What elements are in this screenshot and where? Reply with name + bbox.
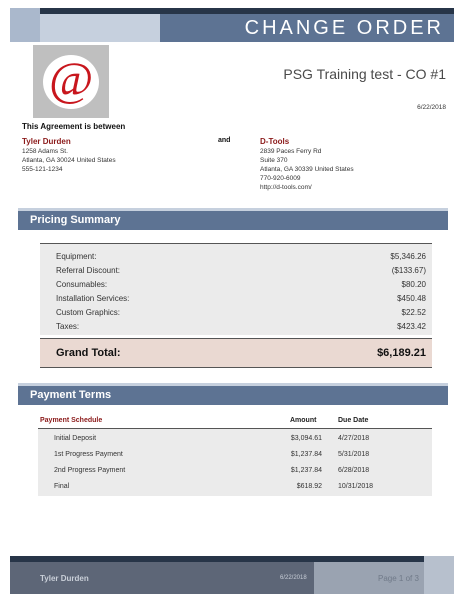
- payment-terms-title: Payment Terms: [30, 389, 112, 401]
- agreement-label: This Agreement is between: [22, 122, 126, 131]
- payment-due-date: 6/28/2018: [338, 467, 370, 474]
- footer-accent-right: [424, 556, 454, 594]
- price-row: [56, 322, 426, 336]
- price-value: $80.20: [401, 280, 426, 289]
- banner-top-strip: [40, 8, 454, 14]
- price-value: $5,346.26: [390, 252, 426, 261]
- price-label: Installation Services:: [56, 294, 130, 303]
- price-value: ($133.67): [391, 266, 426, 275]
- footer-client-name: Tyler Durden: [40, 574, 89, 583]
- payment-amount: $618.92: [296, 483, 322, 490]
- due-date-heading: Due Date: [338, 417, 369, 424]
- price-value: $423.42: [397, 322, 426, 331]
- document-date: 6/22/2018: [417, 104, 446, 111]
- payment-name: 1st Progress Payment: [54, 451, 123, 458]
- client-phone: 555-121-1234: [22, 166, 63, 173]
- price-label: Consumables:: [56, 280, 108, 289]
- price-label: Referral Discount:: [56, 266, 121, 275]
- company-address-line3: Atlanta, GA 30339 United States: [260, 166, 354, 173]
- footer-date: 6/22/2018: [280, 575, 307, 581]
- company-address-line2: Suite 370: [260, 157, 288, 164]
- grand-total-row: [40, 338, 432, 368]
- company-address-line1: 2839 Paces Ferry Rd: [260, 148, 322, 155]
- client-info: [22, 136, 116, 174]
- page-footer: [10, 556, 454, 594]
- payment-due-date: 5/31/2018: [338, 451, 370, 458]
- pricing-summary-title: Pricing Summary: [30, 214, 121, 226]
- grand-total-value: $6,189.21: [377, 347, 426, 359]
- payment-row: [38, 467, 432, 483]
- payment-table: [38, 428, 432, 496]
- page-number: Page 1 of 3: [378, 574, 419, 583]
- pricing-table: [40, 243, 432, 335]
- payment-amount: $3,094.61: [290, 435, 322, 442]
- payment-row: [38, 435, 432, 451]
- price-label: Taxes:: [56, 322, 80, 331]
- price-value: $22.52: [401, 308, 426, 317]
- payment-schedule-heading: Payment Schedule: [40, 417, 103, 424]
- company-name: D-Tools: [260, 137, 290, 146]
- banner-accent-left: [10, 8, 40, 42]
- logo-at-icon: @: [48, 53, 94, 106]
- payment-amount: $1,237.84: [290, 451, 322, 458]
- and-label: and: [218, 137, 231, 144]
- payment-name: 2nd Progress Payment: [54, 467, 126, 474]
- price-label: Custom Graphics:: [56, 308, 121, 317]
- payment-due-date: 10/31/2018: [338, 483, 374, 490]
- payment-name: Initial Deposit: [54, 435, 97, 442]
- company-logo: [33, 45, 109, 118]
- price-value: $450.48: [397, 294, 426, 303]
- price-row: [56, 308, 426, 322]
- payment-due-date: 4/27/2018: [338, 435, 370, 442]
- amount-heading: Amount: [290, 417, 317, 424]
- project-title: PSG Training test - CO #1: [283, 66, 446, 82]
- client-address-line2: Atlanta, GA 30024 United States: [22, 157, 116, 164]
- client-address-line1: 1258 Adams St.: [22, 148, 68, 155]
- payment-row: [38, 451, 432, 467]
- company-phone: 770-920-6009: [260, 175, 301, 182]
- client-name: Tyler Durden: [22, 137, 71, 146]
- price-row: [56, 280, 426, 294]
- payment-name: Final: [54, 483, 70, 490]
- grand-total-label: Grand Total:: [56, 347, 121, 359]
- company-info: [260, 136, 354, 192]
- price-row: [56, 294, 426, 308]
- price-label: Equipment:: [56, 252, 97, 261]
- header-banner: [10, 8, 454, 42]
- document-type-title: CHANGE ORDER: [244, 17, 444, 39]
- payment-amount: $1,237.84: [290, 467, 322, 474]
- payment-row: [38, 483, 432, 499]
- price-row: [56, 252, 426, 266]
- pricing-summary-header: [18, 208, 448, 230]
- company-website: http://d-tools.com/: [260, 184, 312, 191]
- payment-terms-header: [18, 383, 448, 405]
- price-row: [56, 266, 426, 280]
